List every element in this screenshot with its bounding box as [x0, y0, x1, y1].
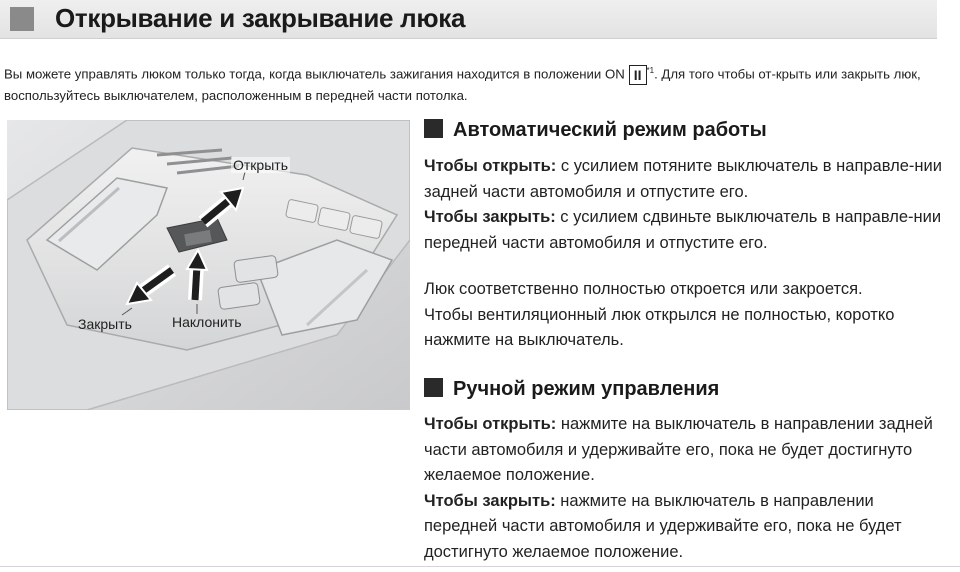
manual-close-label: Чтобы закрыть: — [424, 491, 556, 510]
tilt-label: Наклонить — [172, 314, 242, 330]
manual-mode-instructions — [424, 412, 944, 565]
manual-mode-heading — [424, 378, 719, 401]
intro-paragraph — [4, 60, 934, 106]
ignition-position-badge: II — [629, 65, 647, 85]
auto-mode-heading-text: Автоматический режим работы — [453, 119, 767, 141]
page-title: Открывание и закрывание люка — [55, 3, 466, 33]
header-square-icon — [10, 7, 34, 31]
bottom-divider — [0, 566, 960, 567]
section-square-icon — [424, 378, 443, 397]
intro-text-before: Вы можете управлять люком только тогда, когда выключатель зажигания находится в положении ON — [4, 66, 625, 82]
manual-close-text: нажмите на выключатель в направлении передней части автомобиля и удерживайте его, пока не будет достигнуто желаемое положение. — [424, 491, 902, 561]
auto-close-text: с усилием сдвиньте выключатель в направле-нии передней части автомобиля и отпустите его. — [424, 208, 942, 252]
auto-open-text: с усилием потяните выключатель в направле-нии задней части автомобиля и отпустите его. — [424, 157, 942, 201]
footnote-marker: *1 — [646, 66, 655, 75]
roof-switch-illustration — [7, 120, 410, 410]
manual-mode-heading-text: Ручной режим управления — [453, 378, 720, 400]
auto-mode-notes — [424, 277, 944, 354]
section-header — [0, 0, 937, 39]
manual-open-text: нажмите на выключатель в направлении задней части автомобиля и удерживайте его, пока не будет достигнуто желаемое положение. — [424, 415, 933, 484]
section-square-icon — [424, 119, 443, 138]
auto-close-label: Чтобы закрыть: — [424, 208, 556, 226]
auto-open-label: Чтобы открыть: — [424, 157, 557, 175]
intro-text-after: . Для того чтобы от-крыть или закрыть люк, воспользуйтесь выключателем, расположенным в передней части потолка. — [4, 66, 921, 104]
auto-mode-heading — [424, 119, 767, 142]
close-label: Закрыть — [78, 316, 132, 332]
auto-mode-instructions — [424, 154, 944, 256]
auto-note-full: Люк соответственно полностью откроется или закроется. — [424, 280, 863, 298]
overhead-console-drawing — [7, 120, 410, 410]
manual-open-label: Чтобы открыть: — [424, 415, 557, 433]
open-label: Открыть — [233, 157, 288, 173]
auto-note-vent: Чтобы вентиляционный люк открылся не полностью, коротко нажмите на выключатель. — [424, 305, 895, 349]
